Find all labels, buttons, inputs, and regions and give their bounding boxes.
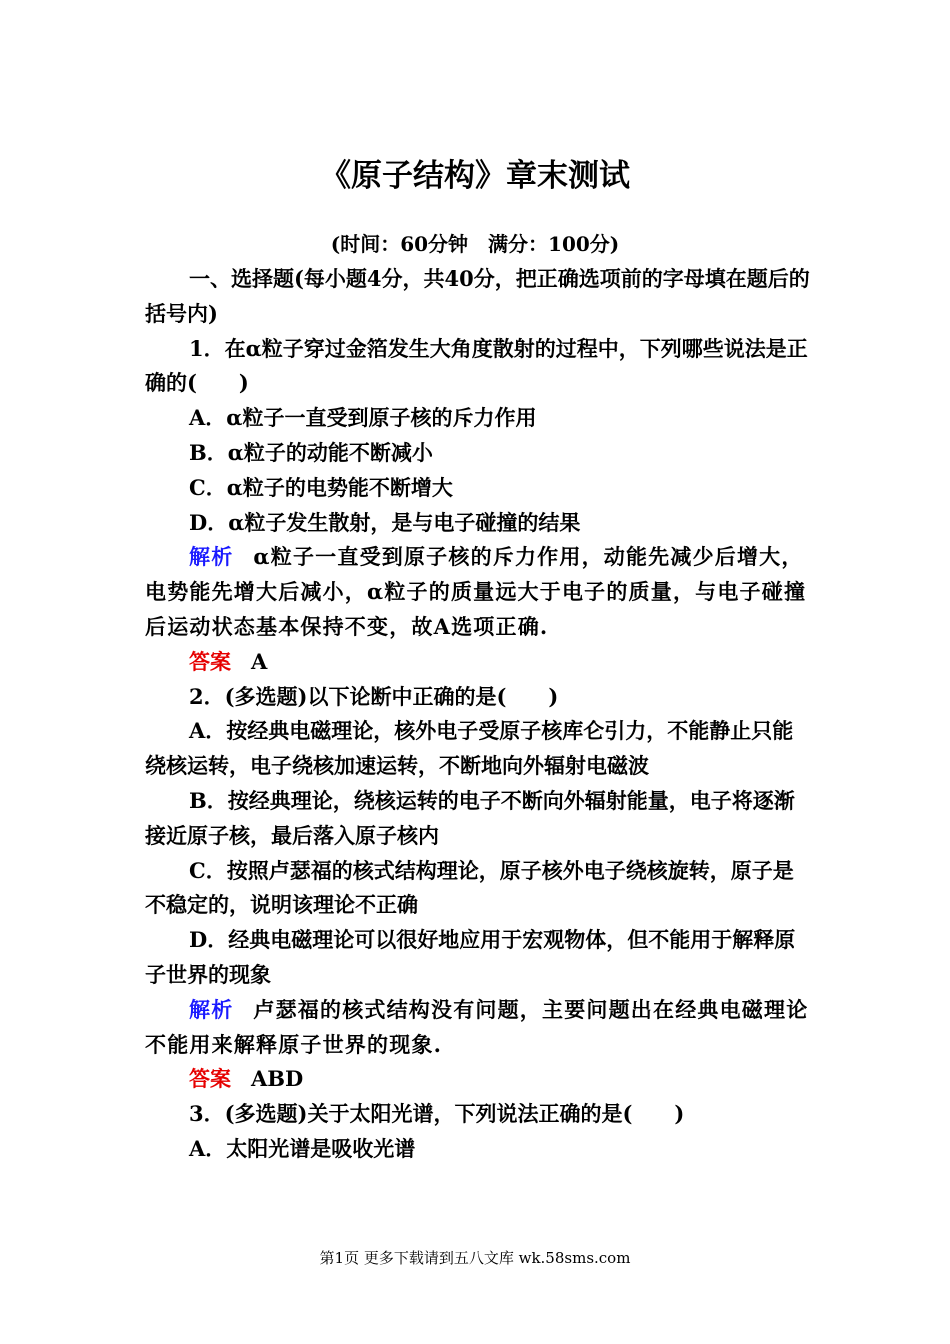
section-heading: 一、选择题(每小题4分，共40分，把正确选项前的字母填在题后的括号内)	[145, 266, 810, 326]
question-2-option-b: B．按经典理论，绕核运转的电子不断向外辐射能量，电子将逐渐接近原子核，最后落入原子核内	[145, 787, 795, 848]
analysis-text: 卢瑟福的核式结构没有问题，主要问题出在经典电磁理论不能用来解释原子世界的现象.	[145, 996, 809, 1057]
answer-value: ABD	[251, 1066, 304, 1092]
question-1-option-c: C．α粒子的电势能不断增大	[189, 474, 453, 500]
answer-label: 答案	[189, 1066, 231, 1092]
analysis-text: α粒子一直受到原子核的斥力作用，动能先减少后增大，电势能先增大后减小，α粒子的质量远大于电子的质量，与电子碰撞后运动状态基本保持不变，故A选项正确.	[145, 544, 807, 639]
question-2-analysis	[145, 993, 810, 1063]
question-2-option-a: A．按经典电磁理论，核外电子受原子核库仑引力，不能静止只能绕核运转，电子绕核加速运转，不断地向外辐射电磁波	[145, 718, 794, 779]
question-1-option-d: D．α粒子发生散射，是与电子碰撞的结果	[189, 509, 581, 535]
question-1-option-a: A．α粒子一直受到原子核的斥力作用	[189, 405, 537, 431]
question-1-stem: 1．在α粒子穿过金箔发生大角度散射的过程中，下列哪些说法是正确的( )	[145, 335, 808, 396]
question-1-analysis	[145, 540, 810, 644]
question-2-option-c: C．按照卢瑟福的核式结构理论，原子核外电子绕核旋转，原子是不稳定的，说明该理论不正确	[145, 857, 794, 918]
question-3-stem: 3．(多选题)关于太阳光谱，下列说法正确的是( )	[189, 1101, 685, 1127]
answer-value: A	[251, 648, 268, 674]
question-2-option-d: D．经典电磁理论可以很好地应用于宏观物体，但不能用于解释原子世界的现象	[145, 927, 796, 987]
analysis-label: 解析	[189, 996, 234, 1022]
answer-label: 答案	[189, 648, 231, 674]
question-2-answer	[145, 1062, 810, 1097]
page-footer: 第1页 更多下载请到五八文库 wk.58sms.com	[319, 1249, 631, 1267]
question-1-answer	[145, 645, 810, 680]
document-body	[145, 262, 810, 1167]
question-3-option-a: A．太阳光谱是吸收光谱	[189, 1135, 416, 1161]
page-title: 《原子结构》章末测试	[320, 158, 630, 194]
question-1-option-b: B．α粒子的动能不断减小	[189, 439, 433, 465]
analysis-label: 解析	[189, 544, 234, 570]
exam-meta: (时间：60分钟 满分：100分)	[330, 232, 620, 256]
question-2-stem: 2．(多选题)以下论断中正确的是( )	[189, 683, 559, 709]
